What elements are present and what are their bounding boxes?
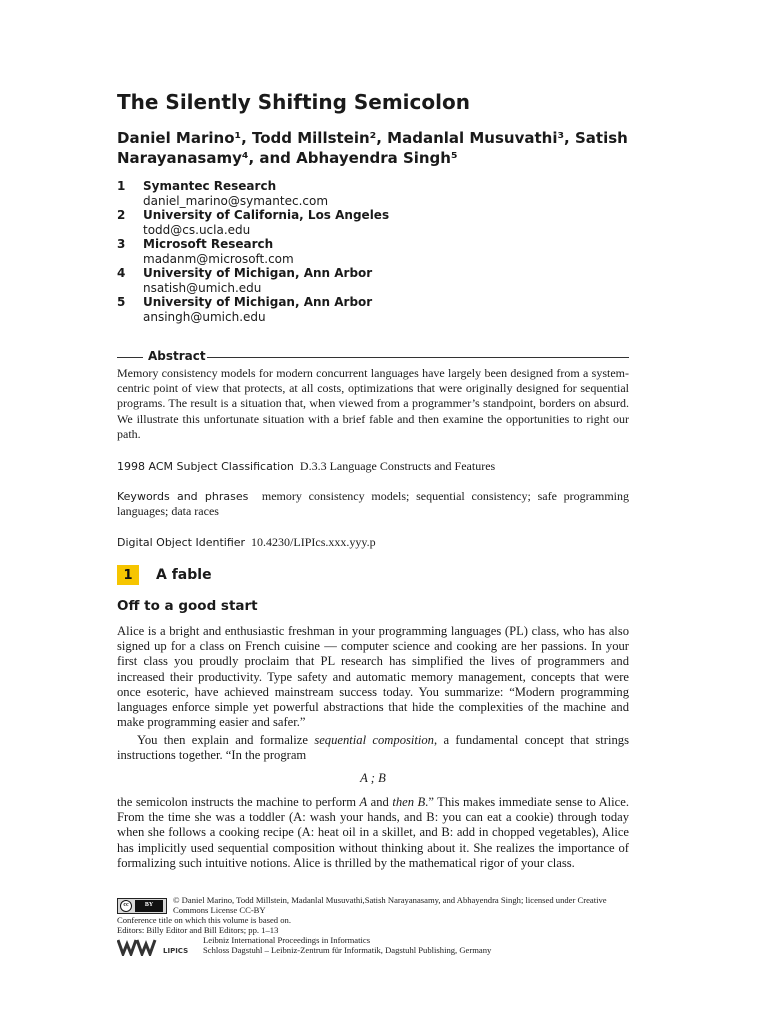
affiliation-email: nsatish@umich.edu bbox=[143, 280, 262, 295]
paragraph: Alice is a bright and enthusiastic freshman in your programming languages (PL) class, who has also signed up for a class on French cuisine — computer science and cooking are her passions. In your first class you proudly proclaim that PL research has simplified the lives of programmers and increased their productivity. Type safety and automatic memory management, concepts that were once esoteric, have achieved mainstream success today. You summarize: “Modern programming languages enforce simple yet powerful abstractions that hide the complexities of the machine and make programming easier and safer.” bbox=[117, 624, 629, 730]
divider bbox=[117, 357, 143, 358]
paragraph-text: and bbox=[367, 795, 393, 809]
affiliation-number: 3 bbox=[117, 237, 126, 251]
affiliation-email: madanm@microsoft.com bbox=[143, 251, 294, 266]
affiliation-name: Microsoft Research bbox=[143, 237, 274, 251]
affiliation-item bbox=[117, 266, 389, 295]
publisher-name: Schloss Dagstuhl – Leibniz-Zentrum für Informatik, Dagstuhl Publishing, Germany bbox=[203, 944, 492, 955]
emphasis-text: then B bbox=[392, 795, 426, 809]
affiliation-email: daniel_marino@symantec.com bbox=[143, 193, 329, 208]
paragraph bbox=[117, 733, 629, 763]
affiliation-item bbox=[117, 237, 389, 266]
emphasis-text: A bbox=[359, 795, 368, 809]
affiliation-email: ansingh@umich.edu bbox=[143, 309, 266, 324]
author-line: Narayanasamy⁴, and Abhayendra Singh⁵ bbox=[117, 149, 458, 167]
doi-value: 10.4230/LIPIcs.xxx.yyy.p bbox=[251, 535, 376, 549]
section-number: 1 bbox=[117, 565, 139, 585]
author-line: Daniel Marino¹, Todd Millstein², Madanlal Musuvathi³, Satish bbox=[117, 129, 628, 147]
paragraph-text: , a fundamental concept that strings instructions together. “In the program bbox=[117, 733, 629, 763]
section-title: A fable bbox=[156, 567, 212, 583]
affiliation-name: University of Michigan, Ann Arbor bbox=[143, 295, 373, 309]
paragraph-text: You then explain and formalize bbox=[137, 733, 315, 747]
publisher-info bbox=[203, 936, 491, 956]
doi-label: Digital Object Identifier bbox=[117, 536, 246, 549]
affiliation-number: 4 bbox=[117, 266, 126, 280]
affiliation-name: Symantec Research bbox=[143, 179, 277, 193]
classification-label: 1998 ACM Subject Classification bbox=[117, 460, 294, 473]
affiliation-number: 1 bbox=[117, 179, 126, 193]
keywords bbox=[117, 489, 629, 519]
lipics-logo-icon bbox=[117, 938, 199, 956]
abstract-heading: Abstract bbox=[148, 349, 206, 363]
emphasis-text: sequential composition bbox=[314, 733, 434, 747]
affiliation-name: University of California, Los Angeles bbox=[143, 208, 390, 222]
author-list bbox=[117, 128, 637, 168]
keywords-value: memory consistency models; sequential consistency; safe programming languages; data races bbox=[117, 489, 629, 519]
affiliation-item bbox=[117, 208, 389, 237]
affiliation-item bbox=[117, 179, 389, 208]
footer-lines bbox=[117, 916, 291, 936]
paragraph-text: .” This makes immediate sense to Alice. From the time she was a toddler (A: wash your hands, and B: you can eat a cookie) through today when she follows a cooking recipe (A: heat oil in a skillet, and B: add in chopped vegetables), Alice has implicitly used sequential composition without thinking about it. She realizes the importance of formalizing such intuitive notions. Alice is thrilled by the mathematical rigor of your class. bbox=[117, 795, 629, 870]
acm-classification bbox=[117, 459, 629, 474]
keywords-label: Keywords and phrases bbox=[117, 490, 249, 503]
affiliation-name: University of Michigan, Ann Arbor bbox=[143, 266, 373, 280]
series-name: Leibniz International Proceedings in Informatics bbox=[203, 935, 371, 945]
subsection-title: Off to a good start bbox=[117, 598, 258, 614]
classification-value: D.3.3 Language Constructs and Features bbox=[299, 459, 496, 473]
affiliation-item bbox=[117, 295, 389, 324]
affiliation-number: 5 bbox=[117, 295, 126, 309]
doi bbox=[117, 535, 629, 550]
editors-note: Editors: Billy Editor and Bill Editors; pp. 1–13 bbox=[117, 924, 279, 935]
conference-note: Conference title on which this volume is based on. bbox=[117, 915, 291, 925]
abstract-header bbox=[117, 350, 629, 364]
cc-license-icon bbox=[117, 898, 167, 914]
paper-title: The Silently Shifting Semicolon bbox=[117, 90, 470, 114]
affiliation-email: todd@cs.ucla.edu bbox=[143, 222, 251, 237]
formula: A ; B bbox=[360, 771, 386, 785]
paragraph-text: the semicolon instructs the machine to perform bbox=[117, 795, 360, 809]
cc-symbol: cc bbox=[120, 900, 132, 912]
section-heading bbox=[117, 565, 212, 585]
abstract-text: Memory consistency models for modern concurrent languages have largely been designed from a system-centric point of view that protects, at all costs, optimizations that were originally designed for sequential programs. The result is a situation that, when viewed from a programmer’s standpoint, borders on absurd. We illustrate this unfortunate situation with a brief fable and then examine the opportunities to right our path. bbox=[117, 366, 629, 441]
cc-by-label: BY bbox=[135, 900, 163, 912]
paragraph bbox=[117, 795, 629, 871]
affiliation-list bbox=[117, 179, 389, 324]
affiliation-number: 2 bbox=[117, 208, 126, 222]
copyright-notice: © Daniel Marino, Todd Millstein, Madanlal Musuvathi,Satish Narayanasamy, and Abhayendra Singh; licensed under Creative Commons License CC-BY bbox=[173, 895, 607, 915]
logo-text: LIPICS bbox=[163, 947, 189, 955]
divider bbox=[207, 357, 629, 358]
